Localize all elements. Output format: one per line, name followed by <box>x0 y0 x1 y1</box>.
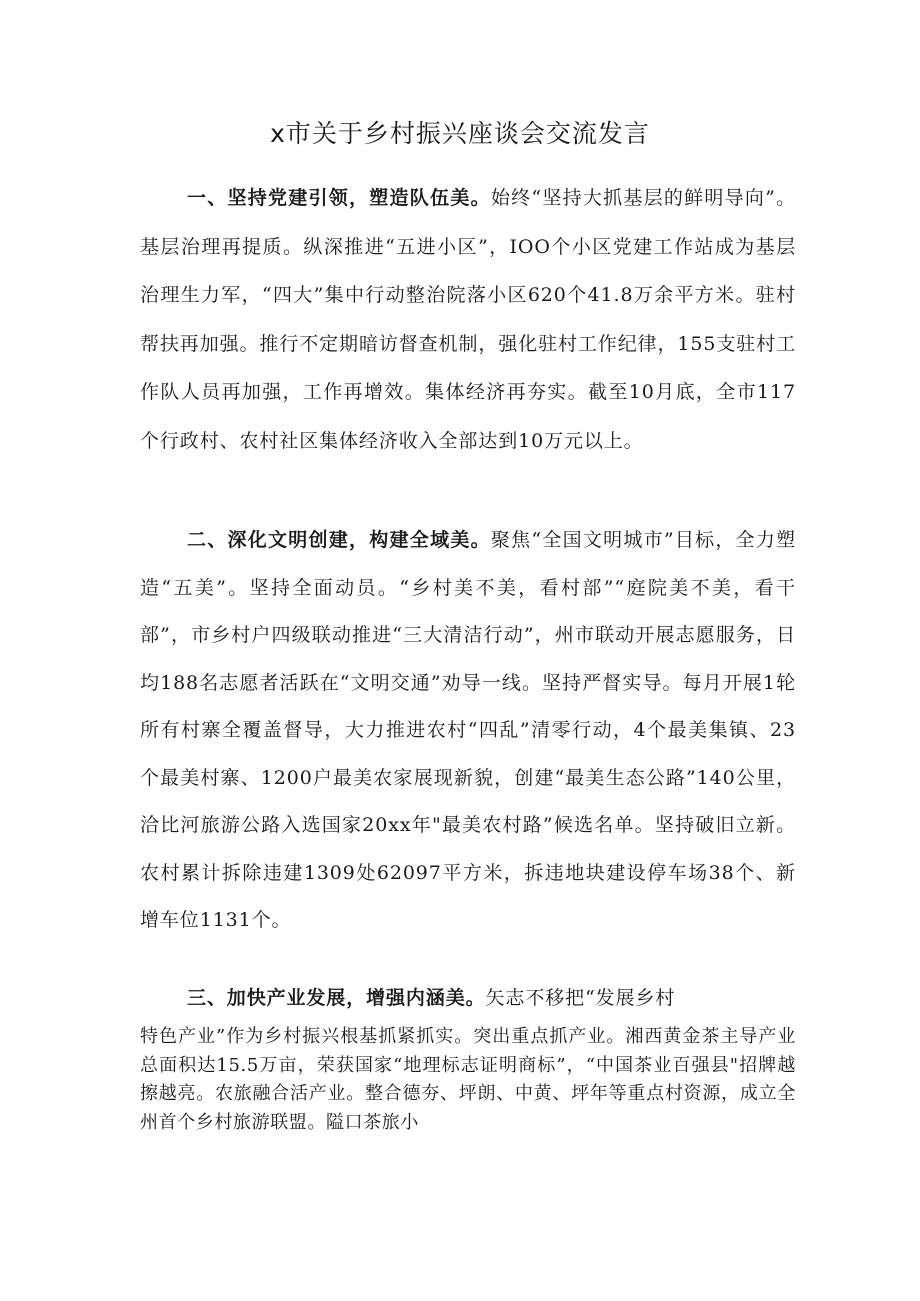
section-3-heading: 三、加快产业发展，增强内涵美。 <box>187 987 486 1009</box>
section-1-paragraph <box>140 174 796 465</box>
section-2-heading: 二、深化文明创建，构建全域美。 <box>187 529 491 551</box>
section-2-paragraph <box>140 517 796 945</box>
section-1-body: 始终“坚持大抓基层的鲜明导向”。基层治理再提质。纵深推进“五进小区”，IOO个小区党建工作站成为基层治理生力军，“四大”集中行动整治院落小区620个41.8万余平方米。驻村帮扶再加强。推行不定期暗访督查机制，强化驻村工作纪律，155支驻村工作队人员再加强，工作再增效。集体经济再夯实。截至10月底，全市117个行政村、农村社区集体经济收入全部达到10万元以上。 <box>140 187 796 452</box>
section-3-heading-line <box>140 974 796 1022</box>
section-3-body-head: 矢志不移把“发展乡村 <box>485 987 676 1009</box>
document-title: x市关于乡村振兴座谈会交流发言 <box>270 119 650 148</box>
section-2-body: 聚焦“全国文明城市”目标，全力塑造“五美”。坚持全面动员。“乡村美不美，看村部”“庭院美不美，看干部”，市乡村户四级联动推进“三大清洁行动”，州市联动开展志愿服务，日均188名志愿者活跃在“文明交通”劝导一线。坚持严督实导。每月开展1轮所有村寨全覆盖督导，大力推进农村“四乱”清零行动，4个最美集镇、23个最美村寨、1200户最美农家展现新貌，创建“最美生态公路”140公里，洽比河旅游公路入选国家20xx年"最美农村路”候选名单。坚持破旧立新。农村累计拆除违建1309处62097平方米，拆违地块建设停车场38个、新增车位1131个。 <box>140 529 796 931</box>
section-1-heading: 一、坚持党建引领，塑造队伍美。 <box>187 187 491 209</box>
section-3-body: 特色产业”作为乡村振兴根基抓紧抓实。突出重点抓产业。湘西黄金茶主导产业总面积达15.5万亩，荣获国家“地理标志证明商标”，“中国茶业百强县"招牌越擦越亮。农旅融合活产业。整合德夯、坪朗、中黄、坪年等重点村资源，成立全州首个乡村旅游联盟。隘口茶旅小 <box>140 1026 796 1133</box>
